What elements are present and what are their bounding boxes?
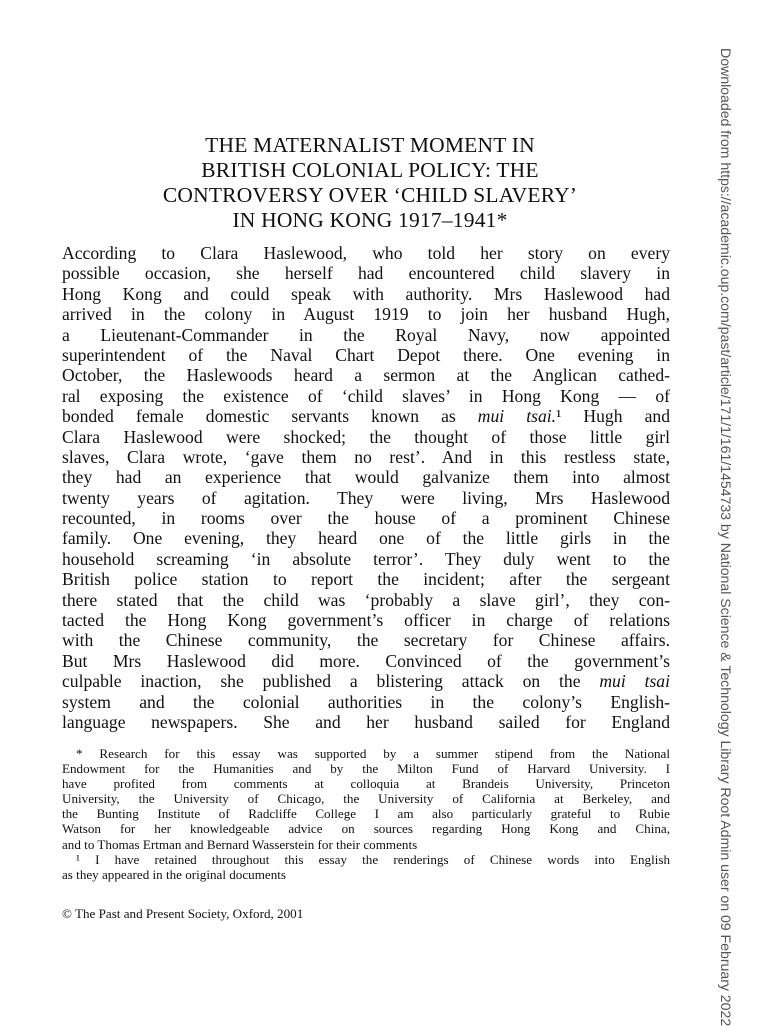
body-line: Hong Kong and could speak with authority. Mrs Haslewood had: [62, 283, 670, 304]
footnote-line: Endowment for the Humanities and by the Milton Fund of Harvard University. I: [62, 761, 670, 777]
body-line: a Lieutenant-Commander in the Royal Navy, now appointed: [62, 324, 670, 345]
body-line: system and the colonial authorities in the colony’s English-: [62, 691, 670, 712]
body-line: superintendent of the Naval Chart Depot there. One evening in: [62, 344, 670, 365]
body-line: with the Chinese community, the secretary for Chinese affairs.: [62, 630, 670, 651]
body-line-text: culpable inaction, she published a blistering attack on the: [62, 671, 600, 692]
footnote-line: have profited from comments at colloquia at Brandeis University, Princeton: [62, 776, 670, 792]
body-line: But Mrs Haslewood did more. Convinced of the government’s: [62, 650, 670, 671]
italic-term: mui tsai.: [477, 406, 557, 427]
article-body: [62, 243, 670, 732]
body-line: October, the Haslewoods heard a sermon at the Anglican cathed-: [62, 365, 670, 386]
copyright-notice: © The Past and Present Society, Oxford, 2001: [62, 906, 304, 921]
footnote-line: as they appeared in the original documents: [62, 866, 286, 882]
watermark-text: Downloaded from https://academic.oup.com/past/article/171/1/161/1454733 by National Science & Technology Library Root Admin user on 09 February 2022: [717, 48, 733, 1026]
body-line: Clara Haslewood were shocked; the thought of those little girl: [62, 426, 670, 447]
italic-term: mui tsai: [599, 671, 670, 692]
footnote-line: Watson for her knowledgeable advice on sources regarding Hong Kong and China,: [62, 821, 670, 837]
title-line: THE MATERNALIST MOMENT IN: [205, 133, 535, 157]
body-line: [62, 671, 670, 691]
body-line: ral exposing the existence of ‘child slaves’ in Hong Kong — of: [62, 385, 670, 406]
body-line: they had an experience that would galvanize them into almost: [62, 467, 670, 488]
body-line: tacted the Hong Kong government’s officer in charge of relations: [62, 610, 670, 631]
footnote-line: * Research for this essay was supported by a summer stipend from the National: [76, 746, 670, 761]
title-line: IN HONG KONG 1917–1941*: [232, 208, 508, 232]
body-line-text: ¹ Hugh and: [556, 406, 670, 427]
body-line: there stated that the child was ‘probably a slave girl’, they con-: [62, 589, 670, 610]
body-line: [62, 406, 670, 426]
body-line: slaves, Clara wrote, ‘gave them no rest’. And in this restless state,: [62, 446, 670, 467]
footnote-line: University, the University of Chicago, the University of California at Berkeley, and: [62, 791, 670, 807]
title-line: CONTROVERSY OVER ‘CHILD SLAVERY’: [162, 183, 578, 207]
body-line: household screaming ‘in absolute terror’. They duly went to the: [62, 548, 670, 569]
footnote-line: the Bunting Institute of Radcliffe College I am also particularly grateful to Rubie: [62, 806, 670, 822]
body-line: language newspapers. She and her husband sailed for England: [62, 711, 670, 732]
article-title: [100, 133, 640, 233]
body-line: twenty years of agitation. They were living, Mrs Haslewood: [62, 487, 670, 508]
title-line: BRITISH COLONIAL POLICY: THE: [201, 158, 539, 182]
footnotes: [62, 746, 670, 882]
body-line: possible occasion, she herself had encountered child slavery in: [62, 263, 670, 284]
footnote-line: and to Thomas Ertman and Bernard Wasserstein for their comments: [62, 836, 418, 852]
body-line: British police station to report the incident; after the sergeant: [62, 569, 670, 590]
body-line: arrived in the colony in August 1919 to join her husband Hugh,: [62, 304, 670, 325]
body-line-text: bonded female domestic servants known as: [62, 406, 478, 427]
body-line: family. One evening, they heard one of the little girls in the: [62, 528, 670, 549]
footnote-line: ¹ I have retained throughout this essay the renderings of Chinese words into English: [76, 851, 670, 867]
body-line: recounted, in rooms over the house of a prominent Chinese: [62, 508, 670, 529]
body-line: According to Clara Haslewood, who told her story on every: [62, 243, 670, 263]
